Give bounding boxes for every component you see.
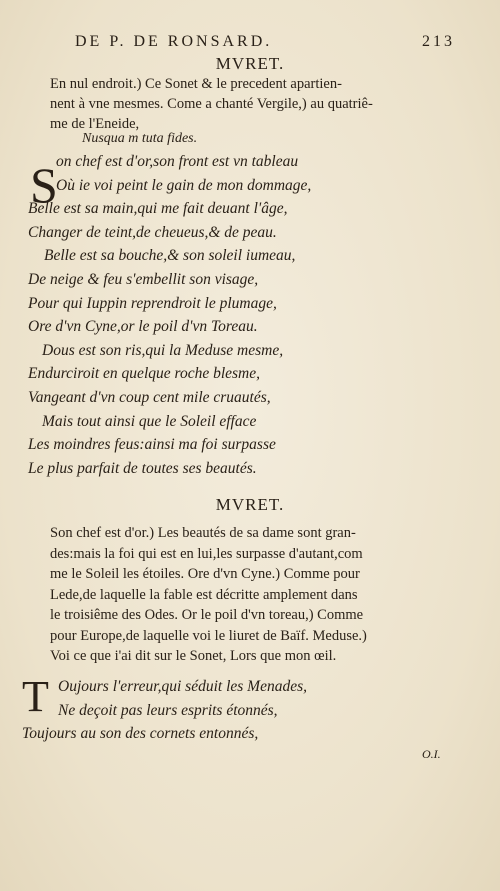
muret-heading: MVRET. [215,54,285,73]
verse-line: Ore d'vn Cyne,or le poil d'vn Toreau. [28,318,258,336]
verse-line: on chef est d'or,son front est vn tableau [56,153,299,170]
drop-cap: T [22,672,49,721]
commentary-line: Voi ce que i'ai dit sur le Sonet, Lors que mon œil. [50,648,337,664]
commentary-line: nent à vne mesmes. Come a chanté Vergile,) au quatriê- [50,96,373,112]
commentary-block [50,74,460,134]
commentary-line: me le Soleil les étoiles. Ore d'vn Cyne.) Comme pour [50,566,360,582]
commentary-line: pour Europe,de laquelle voi le liuret de Baïf. Meduse.) [50,627,367,644]
commentary-line: le troisiême des Odes. Or le poil d'vn toreau,) Comme [50,607,364,623]
verse-line: Toujours au son des cornets entonnés, [22,725,259,743]
running-title: DE P. DE RONSARD. [75,33,273,50]
latin-motto: Nusqua m tuta fides. [82,131,198,146]
commentary-block [50,523,460,667]
verse-line: De neige & feu s'embellit son visage, [28,270,259,288]
commentary-line: En nul endroit.) Ce Sonet & le precedent apartien- [50,76,342,92]
verse-line: Dous est son ris,qui la Meduse mesme, [42,341,284,359]
sonnet [28,150,476,480]
muret-heading: MVRET. [215,495,285,514]
page-number: 213 [422,33,455,50]
commentary-line: Lede,de laquelle la fable est décritte amplement dans [50,586,358,603]
commentary-line: me de l'Eneide, [50,116,140,132]
commentary-line: Son chef est d'or.) Les beautés de sa dame sont gran- [50,525,356,541]
verse-line: Changer de teint,de cheueus,& de peau. [28,223,277,241]
verse-line: Belle est sa bouche,& son soleil iumeau, [44,247,296,265]
verse-line: Ne deçoit pas leurs esprits étonnés, [58,701,278,719]
verse-line: Pour qui Iuppin reprendroit le plumage, [28,294,277,312]
verse-line: Mais tout ainsi que le Soleil efface [42,412,257,430]
commentary-line: des:mais la foi qui est en lui,les surpasse d'autant,com [50,545,363,562]
verse-line: Le plus parfait de toutes ses beautés. [28,459,257,477]
verse-line: Endurciroit en quelque roche blesme, [28,365,261,383]
verse-line: Belle est sa main,qui me fait deuant l'âge, [28,200,288,218]
verse-line: Les moindres feus:ainsi ma foi surpasse [28,436,276,454]
drop-cap: S [30,157,58,213]
ode-opening [22,675,478,746]
verse-line: Où ie voi peint le gain de mon dommage, [56,176,312,194]
verse-line: Oujours l'erreur,qui séduit les Menades, [58,678,307,695]
catchword: O.I. [422,747,441,761]
running-head [75,33,455,51]
verse-line: Vangeant d'vn coup cent mile cruautés, [28,388,271,406]
